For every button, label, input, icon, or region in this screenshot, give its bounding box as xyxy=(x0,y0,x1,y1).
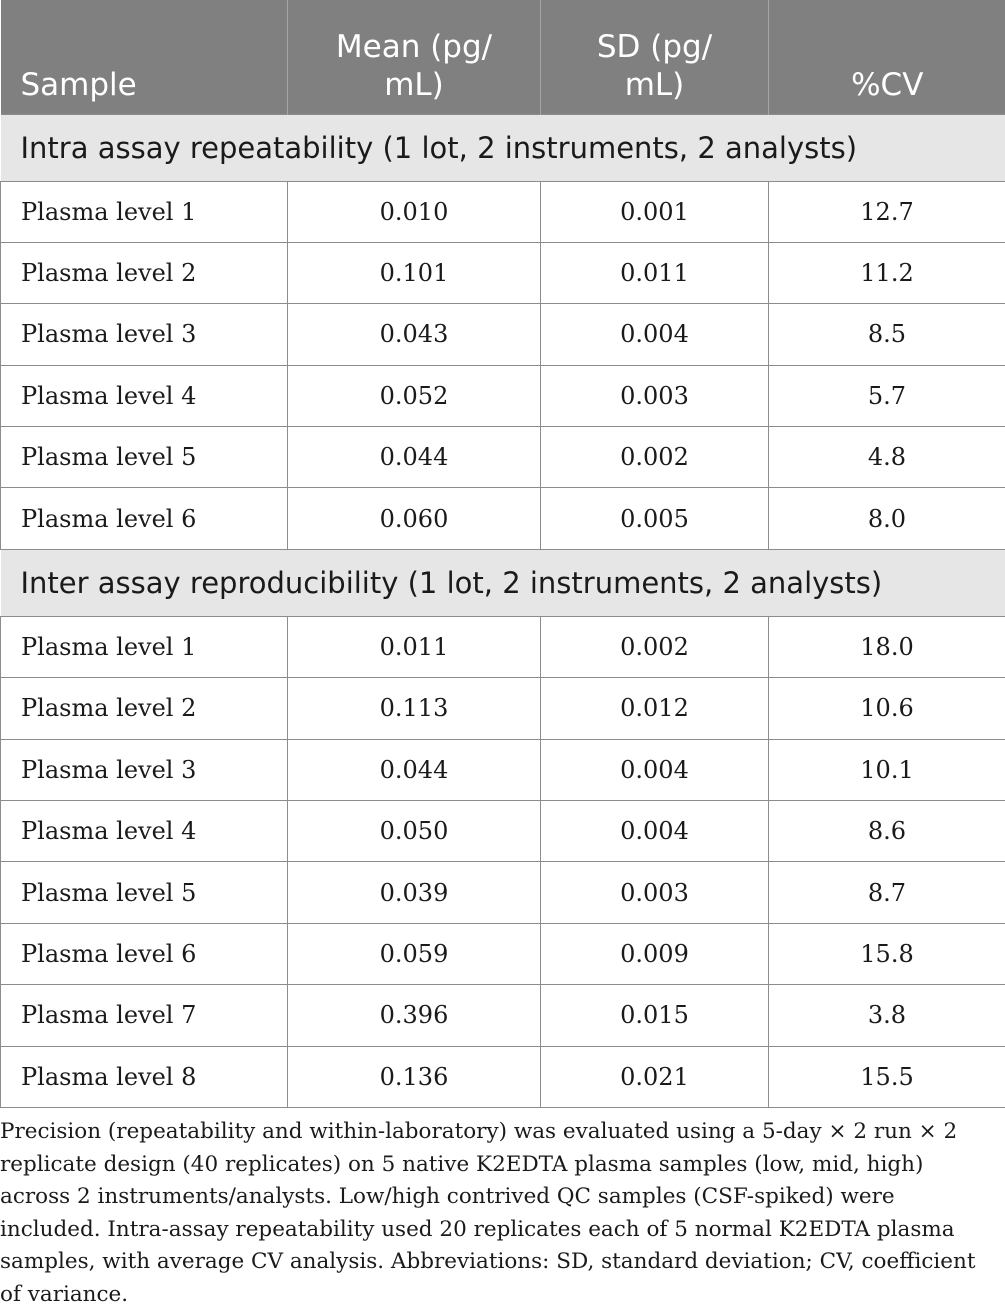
cell-cv: 18.0 xyxy=(769,616,1005,677)
section-header-row xyxy=(1,114,1005,181)
cell-sample: Plasma level 2 xyxy=(1,678,288,739)
cell-cv: 4.8 xyxy=(769,427,1005,488)
cell-sd: 0.012 xyxy=(541,678,769,739)
cell-sd: 0.003 xyxy=(541,365,769,426)
cell-sd: 0.004 xyxy=(541,304,769,365)
table-row xyxy=(1,616,1005,677)
header-sample: Sample xyxy=(1,0,288,114)
header-mean: Mean (pg/ mL) xyxy=(288,0,541,114)
cell-sd: 0.021 xyxy=(541,1046,769,1107)
table-row xyxy=(1,427,1005,488)
cell-cv: 15.8 xyxy=(769,923,1005,984)
cell-sd: 0.003 xyxy=(541,862,769,923)
table-row xyxy=(1,488,1005,549)
header-sd: SD (pg/ mL) xyxy=(541,0,769,114)
cell-mean: 0.136 xyxy=(288,1046,541,1107)
table-row xyxy=(1,181,1005,242)
cell-sample: Plasma level 6 xyxy=(1,488,288,549)
table-row xyxy=(1,1046,1005,1107)
cell-mean: 0.050 xyxy=(288,801,541,862)
cell-sample: Plasma level 3 xyxy=(1,739,288,800)
cell-sample: Plasma level 3 xyxy=(1,304,288,365)
cell-mean: 0.039 xyxy=(288,862,541,923)
table-footnote: Precision (repeatability and within-laboratory) was evaluated using a 5-day × 2 run × 2 replicate design (40 replicates) on 5 native K2EDTA plasma samples (low, mid, high) across 2 instruments/analysts. Low/high contrived QC samples (CSF-spiked) were included. Intra-assay repeatability used 20 replicates each of 5 normal K2EDTA plasma samples, with average CV analysis. Abbreviations: SD, standard deviation; CV, coefficient of variance. xyxy=(0,1116,980,1311)
cell-sample: Plasma level 2 xyxy=(1,242,288,303)
header-row xyxy=(1,0,1005,114)
cell-mean: 0.044 xyxy=(288,739,541,800)
cell-mean: 0.059 xyxy=(288,923,541,984)
cell-mean: 0.052 xyxy=(288,365,541,426)
table-row xyxy=(1,365,1005,426)
table-row xyxy=(1,801,1005,862)
section-header-row xyxy=(1,549,1005,616)
cell-mean: 0.396 xyxy=(288,985,541,1046)
cell-sd: 0.001 xyxy=(541,181,769,242)
cell-cv: 5.7 xyxy=(769,365,1005,426)
table-row xyxy=(1,242,1005,303)
cell-sample: Plasma level 5 xyxy=(1,862,288,923)
cell-cv: 10.1 xyxy=(769,739,1005,800)
cell-mean: 0.010 xyxy=(288,181,541,242)
cell-sample: Plasma level 1 xyxy=(1,616,288,677)
cell-mean: 0.113 xyxy=(288,678,541,739)
cell-sample: Plasma level 1 xyxy=(1,181,288,242)
cell-sd: 0.002 xyxy=(541,427,769,488)
table-row xyxy=(1,304,1005,365)
table-row xyxy=(1,678,1005,739)
cell-sample: Plasma level 8 xyxy=(1,1046,288,1107)
table-row xyxy=(1,923,1005,984)
cell-sample: Plasma level 4 xyxy=(1,801,288,862)
cell-cv: 3.8 xyxy=(769,985,1005,1046)
table-row xyxy=(1,985,1005,1046)
cell-cv: 8.6 xyxy=(769,801,1005,862)
header-cv: %CV xyxy=(769,0,1005,114)
cell-cv: 11.2 xyxy=(769,242,1005,303)
cell-cv: 8.7 xyxy=(769,862,1005,923)
cell-sample: Plasma level 6 xyxy=(1,923,288,984)
cell-cv: 15.5 xyxy=(769,1046,1005,1107)
cell-cv: 12.7 xyxy=(769,181,1005,242)
cell-sd: 0.004 xyxy=(541,739,769,800)
cell-cv: 8.5 xyxy=(769,304,1005,365)
cell-cv: 8.0 xyxy=(769,488,1005,549)
cell-sample: Plasma level 7 xyxy=(1,985,288,1046)
cell-sd: 0.002 xyxy=(541,616,769,677)
cell-mean: 0.011 xyxy=(288,616,541,677)
cell-mean: 0.101 xyxy=(288,242,541,303)
cell-mean: 0.043 xyxy=(288,304,541,365)
cell-mean: 0.044 xyxy=(288,427,541,488)
table-row xyxy=(1,862,1005,923)
section-title: Inter assay reproducibility (1 lot, 2 instruments, 2 analysts) xyxy=(1,549,1005,616)
cell-sd: 0.011 xyxy=(541,242,769,303)
cell-sd: 0.004 xyxy=(541,801,769,862)
cell-sd: 0.015 xyxy=(541,985,769,1046)
table-body xyxy=(1,114,1005,1107)
table-row xyxy=(1,739,1005,800)
cell-cv: 10.6 xyxy=(769,678,1005,739)
cell-sample: Plasma level 4 xyxy=(1,365,288,426)
section-title: Intra assay repeatability (1 lot, 2 instruments, 2 analysts) xyxy=(1,114,1005,181)
cell-sd: 0.009 xyxy=(541,923,769,984)
cell-sd: 0.005 xyxy=(541,488,769,549)
cell-mean: 0.060 xyxy=(288,488,541,549)
cell-sample: Plasma level 5 xyxy=(1,427,288,488)
